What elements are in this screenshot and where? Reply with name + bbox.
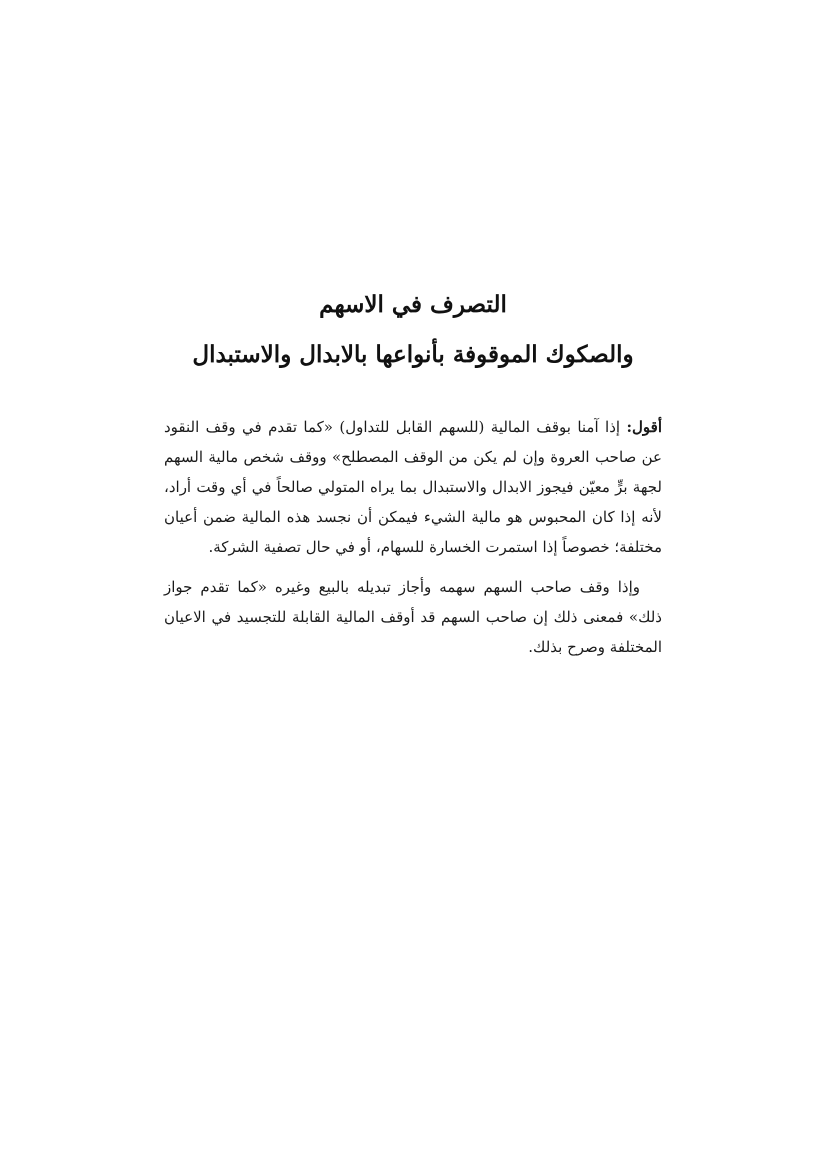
title-line-2: والصكوك الموقوفة بأنواعها بالابدال والاستبدال	[192, 341, 634, 368]
paragraph-1-text: إذا آمنا بوقف المالية (للسهم القابل للتداول) «كما تقدم في وقف النقود عن صاحب العروة وإن لم يكن من الوقف المصطلح» ووقف شخص مالية السهم لجهة برٍّ معيّن فيجوز الابدال والاستبدال بما يراه المتولي صالحاً في أي وقت أراد، لأنه إذا كان المحبوس هو مالية الشيء فيمكن أن نجسد هذه المالية ضمن أعيان مختلفة؛ خصوصاً إذا استمرت الخسارة للسهام، أو في حال تصفية الشركة.	[164, 418, 662, 556]
title-line-1: التصرف في الاسهم	[319, 291, 507, 318]
paragraph-1	[164, 412, 662, 562]
paragraph-2	[164, 572, 662, 662]
paragraph-1-lead: أقول:	[626, 418, 662, 436]
body-text	[164, 412, 662, 662]
paragraph-2-text: وإذا وقف صاحب السهم سهمه وأجاز تبديله بالبيع وغيره «كما تقدم جواز ذلك» فمعنى ذلك إن صاحب السهم قد أوقف المالية القابلة للتجسيد في الاعيان المختلفة وصرح بذلك.	[164, 578, 662, 656]
chapter-title	[160, 280, 666, 380]
